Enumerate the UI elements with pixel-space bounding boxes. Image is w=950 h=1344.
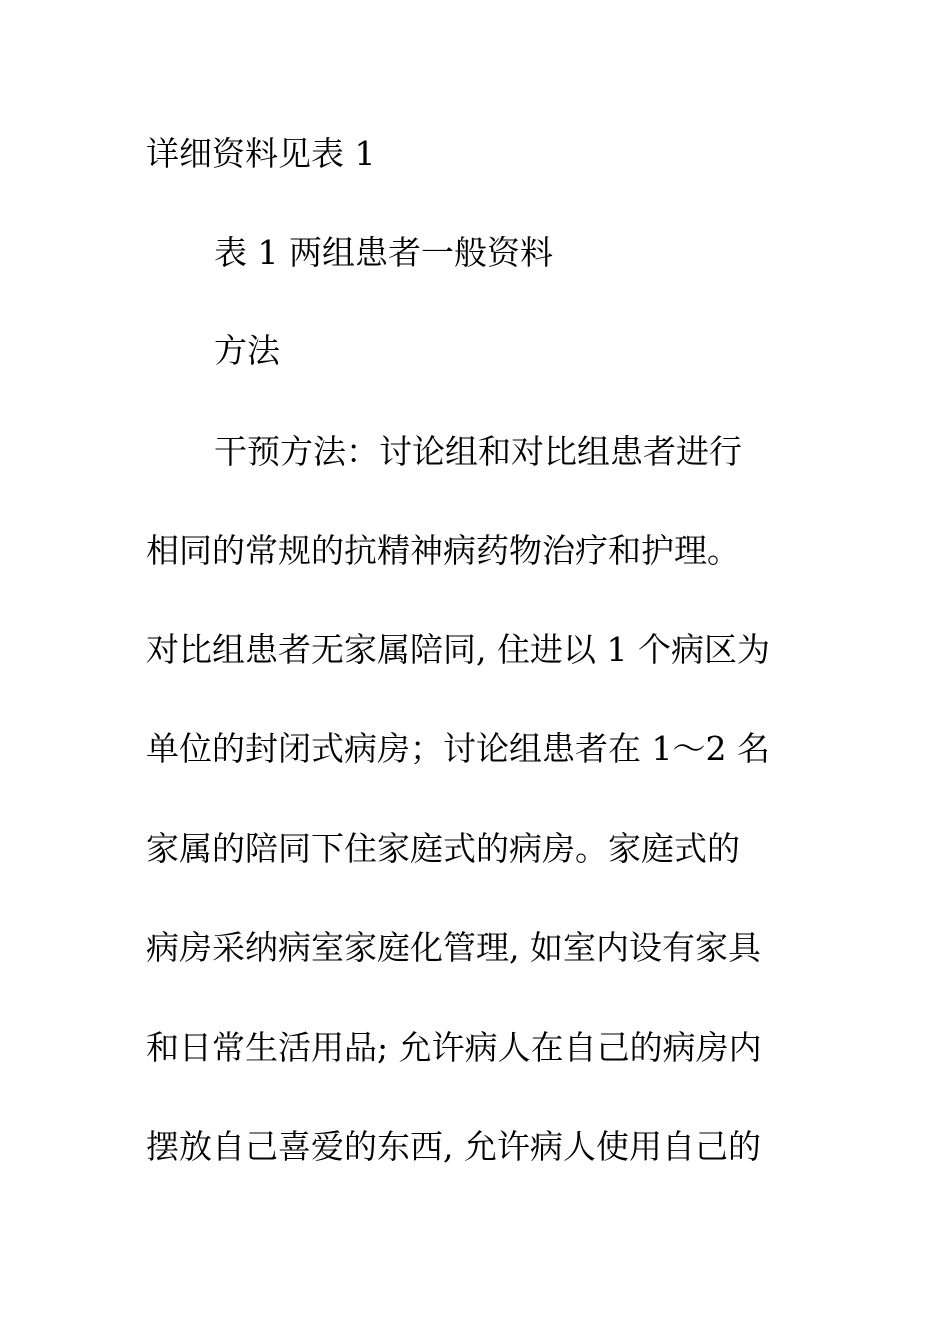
paragraph-line: 单位的封闭式病房；讨论组患者在 1～2 名 <box>146 729 770 768</box>
text-line-table-reference: 详细资料见表 1 <box>146 134 376 173</box>
paragraph-line: 相同的常规的抗精神病药物治疗和护理。 <box>146 531 740 570</box>
paragraph-line: 病房采纳病室家庭化管理, 如室内设有家具 <box>146 928 761 967</box>
paragraph-line: 家属的陪同下住家庭式的病房。家庭式的 <box>146 829 740 868</box>
paragraph-line: 对比组患者无家属陪同, 住进以 1 个病区为 <box>146 630 770 669</box>
paragraph-line: 摆放自己喜爱的东西, 允许病人使用自己的 <box>146 1127 761 1166</box>
table-caption: 表 1 两组患者一般资料 <box>214 233 553 272</box>
paragraph-line: 和日常生活用品; 允许病人在自己的病房内 <box>146 1028 762 1067</box>
paragraph-line: 干预方法：讨论组和对比组患者进行 <box>214 432 742 471</box>
section-heading-methods: 方法 <box>214 331 280 370</box>
